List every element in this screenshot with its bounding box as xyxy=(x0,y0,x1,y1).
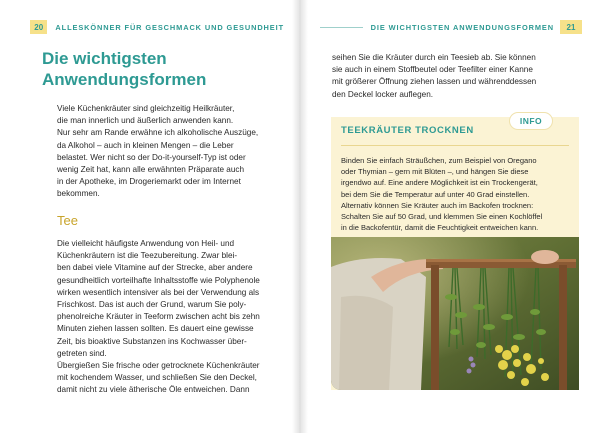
right-page-number: 21 xyxy=(560,20,582,34)
text-line: ben dabei viele Vitamine auf der Strecke, aber andere xyxy=(57,263,253,273)
herb-drying-photo xyxy=(331,237,579,390)
text-line: wenig Zeit hat, kann alle erwähnten Präparate auch xyxy=(57,165,245,175)
info-box-divider xyxy=(341,145,569,146)
continued-paragraph xyxy=(332,52,572,101)
info-box-text xyxy=(341,155,573,233)
herb-drying-illustration xyxy=(331,237,579,390)
text-line: Küchenkräutern ist die Teezubereitung. Zwar blei- xyxy=(57,251,238,261)
text-line: in die Backofentür, damit die Feuchtigkeit entweichen kann. xyxy=(341,223,539,233)
text-line: Die vielleicht häufigste Anwendung von Heil- und xyxy=(57,239,235,248)
right-head-rule xyxy=(320,27,363,28)
text-line: bei dem Sie die Temperatur auf unter 40 Grad einstellen. xyxy=(341,189,530,199)
chapter-heading-line: Die wichtigsten xyxy=(42,49,167,68)
info-box xyxy=(331,117,579,390)
text-line: bekommen. xyxy=(57,189,100,199)
text-line: Alternativ können Sie Kräuter auch im Backofen trocknen: xyxy=(341,200,534,210)
text-line: seihen Sie die Kräuter durch ein Teesieb ab. Sie können xyxy=(332,53,536,62)
text-line: oder Thymian – gern mit Blüten –, und hängen Sie diese xyxy=(341,167,529,177)
text-line: da Alkohol – auch in kleinen Mengen – die Leber xyxy=(57,140,234,150)
text-line: sie auch in einem Stoffbeutel oder Teefilter einer Kanne xyxy=(332,65,533,75)
tee-paragraph xyxy=(57,238,289,397)
intro-paragraph xyxy=(57,103,287,201)
text-line: den Deckel locker auflegen. xyxy=(332,89,434,99)
text-line: wirken wesentlich intensiver als bei der Verwendung als xyxy=(57,287,260,297)
chapter-heading xyxy=(42,48,282,90)
text-line: Viele Küchenkräuter sind gleichzeitig Heilkräuter, xyxy=(57,104,235,113)
text-line: Zeit, bis bioaktive Substanzen ins Kochwasser über- xyxy=(57,336,247,346)
text-line: mit kochendem Wasser, und schließen Sie den Deckel, xyxy=(57,373,257,383)
left-page-number: 20 xyxy=(30,20,47,34)
text-line: belastet. Wer nicht so der Do-it-yourself-Typ ist oder xyxy=(57,152,246,162)
text-line: Binden Sie einfach Sträußchen, zum Beispiel von Oregano xyxy=(341,156,537,165)
left-running-title: ALLESKÖNNER FÜR GESCHMACK UND GESUNDHEIT xyxy=(55,22,284,32)
chapter-heading-line: Anwendungsformen xyxy=(42,70,207,89)
text-line: Frischkost. Das ist auch der Grund, warum Sie poly- xyxy=(57,300,247,310)
left-running-head xyxy=(30,20,290,34)
right-running-title: DIE WICHTIGSTEN ANWENDUNGSFORMEN xyxy=(370,22,554,32)
right-running-head xyxy=(320,20,582,34)
book-gutter-shadow xyxy=(292,0,308,433)
text-line: Minuten ziehen lassen sollten. Es dauert eine gewisse xyxy=(57,324,254,334)
text-line: gesundheitlich vorteilhafte Inhaltsstoffe wie Polyphenole xyxy=(57,275,260,285)
text-line: getreten sind. xyxy=(57,348,107,358)
text-line: phenolreiche Kräuter in Teeform zwischen acht bis zehn xyxy=(57,312,260,322)
text-line: damit nicht zu viele ätherische Öle entweichen. Dann xyxy=(57,385,250,395)
text-line: Nur sehr am Rande erwähne ich alkoholische Auszüge, xyxy=(57,128,259,138)
text-line: mit größerer Öffnung ziehen lassen und währenddessen xyxy=(332,77,537,87)
text-line: in der Apotheke, im Drogeriemarkt oder im Internet xyxy=(57,177,241,187)
text-line: die man innerlich und äußerlich anwenden kann. xyxy=(57,116,234,126)
info-box-title: TEEKRÄUTER TROCKNEN xyxy=(341,125,474,136)
text-line: Übergießen Sie frische oder getrocknete Küchenkräuter xyxy=(57,361,260,371)
section-heading-tee: Tee xyxy=(57,213,78,228)
info-badge: INFO xyxy=(510,113,552,129)
text-line: Schalten Sie auf 50 Grad, und klemmen Sie einen Kochlöffel xyxy=(341,212,543,222)
text-line: irgendwo auf. Eine andere Möglichkeit ist ein Trockengerät, xyxy=(341,178,538,188)
